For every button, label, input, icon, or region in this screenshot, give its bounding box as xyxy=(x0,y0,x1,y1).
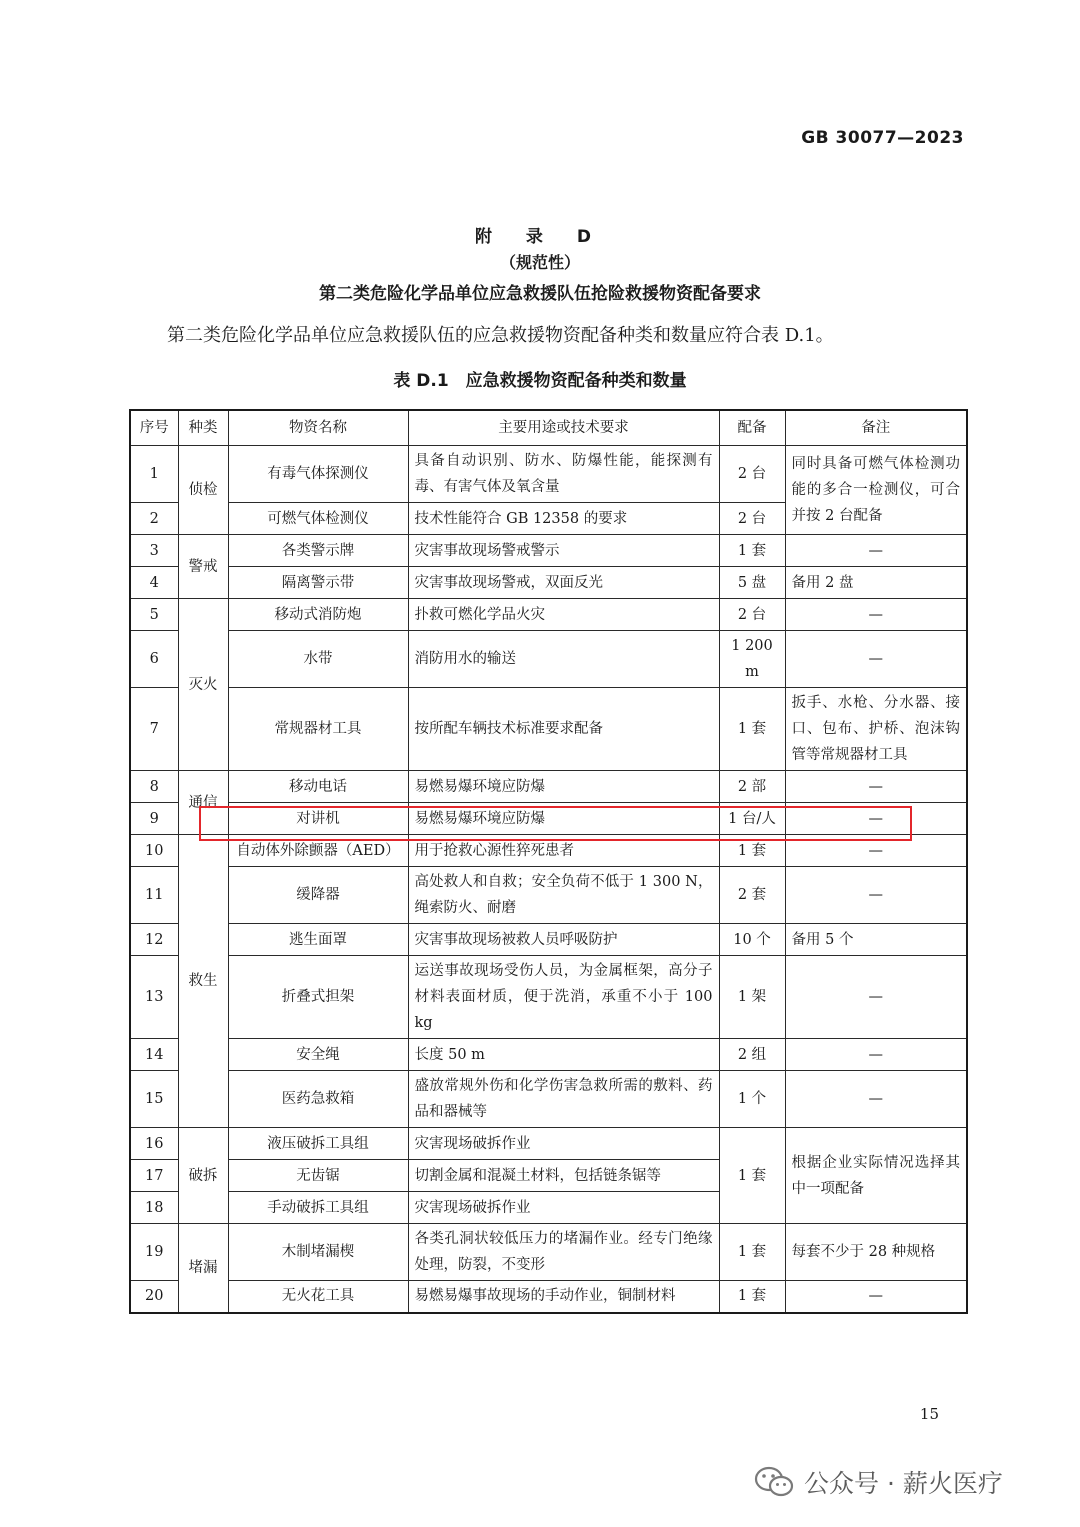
row-qty: 1 个 xyxy=(719,1071,785,1128)
row-use: 用于抢救心源性猝死患者 xyxy=(408,835,719,867)
table-caption: 表 D.1 应急救援物资配备种类和数量 xyxy=(393,371,687,391)
row-qty: 1 200 m xyxy=(719,631,785,688)
table-row xyxy=(130,567,967,599)
row-note: 每套不少于 28 种规格 xyxy=(785,1224,967,1281)
row-use: 灾害事故现场警戒警示 xyxy=(408,535,719,567)
row-qty: 1 套 xyxy=(719,1281,785,1313)
row-note: — xyxy=(785,535,967,567)
row-use: 高处救人和自救；安全负荷不低于 1 300 N，绳索防火、耐磨 xyxy=(408,867,719,924)
table-row xyxy=(130,535,967,567)
row-no: 11 xyxy=(130,867,178,924)
row-note: 备用 5 个 xyxy=(785,924,967,956)
row-note: — xyxy=(785,1071,967,1128)
row-qty: 1 套 xyxy=(719,1128,785,1224)
row-no: 13 xyxy=(130,956,178,1039)
category-cell: 救生 xyxy=(178,835,228,1128)
row-note: 同时具备可燃气体检测功能的多合一检测仪，可合并按 2 台配备 xyxy=(785,446,967,535)
watermark xyxy=(754,1464,1003,1500)
row-note: — xyxy=(785,771,967,803)
row-qty: 1 套 xyxy=(719,688,785,771)
row-use: 灾害事故现场被救人员呼吸防护 xyxy=(408,924,719,956)
row-note: — xyxy=(785,631,967,688)
equipment-table-container xyxy=(129,409,966,1314)
row-qty: 1 台/人 xyxy=(719,803,785,835)
row-qty: 5 盘 xyxy=(719,567,785,599)
row-qty: 10 个 xyxy=(719,924,785,956)
row-use: 技术性能符合 GB 12358 的要求 xyxy=(408,503,719,535)
category-cell: 警戒 xyxy=(178,535,228,599)
table-row xyxy=(130,1224,967,1281)
row-note: — xyxy=(785,599,967,631)
row-name: 自动体外除颤器（AED） xyxy=(228,835,408,867)
row-use: 盛放常规外伤和化学伤害急救所需的敷料、药品和器械等 xyxy=(408,1071,719,1128)
row-name: 安全绳 xyxy=(228,1039,408,1071)
row-no: 12 xyxy=(130,924,178,956)
row-name: 各类警示牌 xyxy=(228,535,408,567)
table-row xyxy=(130,956,967,1039)
table-row xyxy=(130,688,967,771)
row-use: 消防用水的输送 xyxy=(408,631,719,688)
row-use: 灾害现场破拆作业 xyxy=(408,1192,719,1224)
row-qty: 2 台 xyxy=(719,599,785,631)
row-name: 无齿锯 xyxy=(228,1160,408,1192)
watermark-text: 公众号 · 薪火医疗 xyxy=(804,1469,1003,1498)
category-cell: 通信 xyxy=(178,771,228,835)
row-no: 3 xyxy=(130,535,178,567)
row-use: 切割金属和混凝土材料，包括链条锯等 xyxy=(408,1160,719,1192)
row-use: 易燃易爆事故现场的手动作业，铜制材料 xyxy=(408,1281,719,1313)
header-no: 序号 xyxy=(130,410,178,446)
table-row xyxy=(130,1071,967,1128)
row-qty: 1 架 xyxy=(719,956,785,1039)
row-use: 灾害现场破拆作业 xyxy=(408,1128,719,1160)
row-note: 扳手、水枪、分水器、接口、包布、护桥、泡沫钩管等常规器材工具 xyxy=(785,688,967,771)
table-header-row xyxy=(130,410,967,446)
row-use: 易燃易爆环境应防爆 xyxy=(408,803,719,835)
row-note: 根据企业实际情况选择其中一项配备 xyxy=(785,1128,967,1224)
table-row xyxy=(130,867,967,924)
row-qty: 2 台 xyxy=(719,503,785,535)
table-row xyxy=(130,446,967,503)
row-use: 按所配车辆技术标准要求配备 xyxy=(408,688,719,771)
row-name: 移动式消防炮 xyxy=(228,599,408,631)
row-name: 折叠式担架 xyxy=(228,956,408,1039)
row-no: 18 xyxy=(130,1192,178,1224)
row-use: 各类孔洞状较低压力的堵漏作业。经专门绝缘处理，防裂，不变形 xyxy=(408,1224,719,1281)
category-cell: 侦检 xyxy=(178,446,228,535)
row-name: 缓降器 xyxy=(228,867,408,924)
header-qty: 配备 xyxy=(719,410,785,446)
row-name: 常规器材工具 xyxy=(228,688,408,771)
row-note: — xyxy=(785,1039,967,1071)
row-no: 16 xyxy=(130,1128,178,1160)
category-cell: 堵漏 xyxy=(178,1224,228,1313)
row-use: 易燃易爆环境应防爆 xyxy=(408,771,719,803)
row-qty: 1 套 xyxy=(719,1224,785,1281)
row-qty: 2 部 xyxy=(719,771,785,803)
row-note: — xyxy=(785,867,967,924)
row-note: — xyxy=(785,956,967,1039)
row-name: 木制堵漏楔 xyxy=(228,1224,408,1281)
row-name: 对讲机 xyxy=(228,803,408,835)
row-note: — xyxy=(785,835,967,867)
row-note: — xyxy=(785,1281,967,1313)
row-qty: 2 套 xyxy=(719,867,785,924)
header-use: 主要用途或技术要求 xyxy=(408,410,719,446)
header-note: 备注 xyxy=(785,410,967,446)
row-use: 具备自动识别、防水、防爆性能，能探测有毒、有害气体及氧含量 xyxy=(408,446,719,503)
row-use: 灾害事故现场警戒，双面反光 xyxy=(408,567,719,599)
table-row xyxy=(130,599,967,631)
row-no: 14 xyxy=(130,1039,178,1071)
row-no: 8 xyxy=(130,771,178,803)
row-name: 医药急救箱 xyxy=(228,1071,408,1128)
table-row xyxy=(130,924,967,956)
row-no: 7 xyxy=(130,688,178,771)
row-name: 可燃气体检测仪 xyxy=(228,503,408,535)
row-no: 1 xyxy=(130,446,178,503)
table-row xyxy=(130,1128,967,1160)
equipment-table xyxy=(129,409,968,1314)
row-qty: 2 台 xyxy=(719,446,785,503)
intro-paragraph: 第二类危险化学品单位应急救援队伍的应急救援物资配备种类和数量应符合表 D.1。 xyxy=(167,325,834,346)
aed-row-highlight-box xyxy=(199,806,912,841)
row-no: 10 xyxy=(130,835,178,867)
table-row xyxy=(130,1281,967,1313)
header-category: 种类 xyxy=(178,410,228,446)
page-number: 15 xyxy=(919,1405,939,1423)
row-use: 长度 50 m xyxy=(408,1039,719,1071)
row-name: 有毒气体探测仪 xyxy=(228,446,408,503)
row-qty: 2 组 xyxy=(719,1039,785,1071)
annex-title: 附 录 D xyxy=(475,227,605,247)
standard-code: GB 30077—2023 xyxy=(801,128,964,148)
row-use: 运送事故现场受伤人员，为金属框架，高分子材料表面材质，便于洗消，承重不小于 100 kg xyxy=(408,956,719,1039)
row-no: 20 xyxy=(130,1281,178,1313)
row-name: 手动破拆工具组 xyxy=(228,1192,408,1224)
row-no: 19 xyxy=(130,1224,178,1281)
row-use: 扑救可燃化学品火灾 xyxy=(408,599,719,631)
row-no: 2 xyxy=(130,503,178,535)
annex-type: （规范性） xyxy=(499,253,580,272)
row-no: 9 xyxy=(130,803,178,835)
row-note: — xyxy=(785,803,967,835)
category-cell: 灭火 xyxy=(178,599,228,771)
category-cell: 破拆 xyxy=(178,1128,228,1224)
annex-heading: 第二类危险化学品单位应急救援队伍抢险救援物资配备要求 xyxy=(319,284,761,304)
row-note: 备用 2 盘 xyxy=(785,567,967,599)
row-no: 6 xyxy=(130,631,178,688)
row-name: 移动电话 xyxy=(228,771,408,803)
row-no: 5 xyxy=(130,599,178,631)
header-name: 物资名称 xyxy=(228,410,408,446)
table-row xyxy=(130,771,967,803)
wechat-icon xyxy=(754,1465,794,1499)
row-qty: 1 套 xyxy=(719,535,785,567)
row-no: 17 xyxy=(130,1160,178,1192)
row-no: 15 xyxy=(130,1071,178,1128)
row-no: 4 xyxy=(130,567,178,599)
row-name: 逃生面罩 xyxy=(228,924,408,956)
row-name: 无火花工具 xyxy=(228,1281,408,1313)
row-name: 液压破拆工具组 xyxy=(228,1128,408,1160)
table-row xyxy=(130,631,967,688)
table-row xyxy=(130,1039,967,1071)
row-name: 隔离警示带 xyxy=(228,567,408,599)
row-qty: 1 套 xyxy=(719,835,785,867)
row-name: 水带 xyxy=(228,631,408,688)
